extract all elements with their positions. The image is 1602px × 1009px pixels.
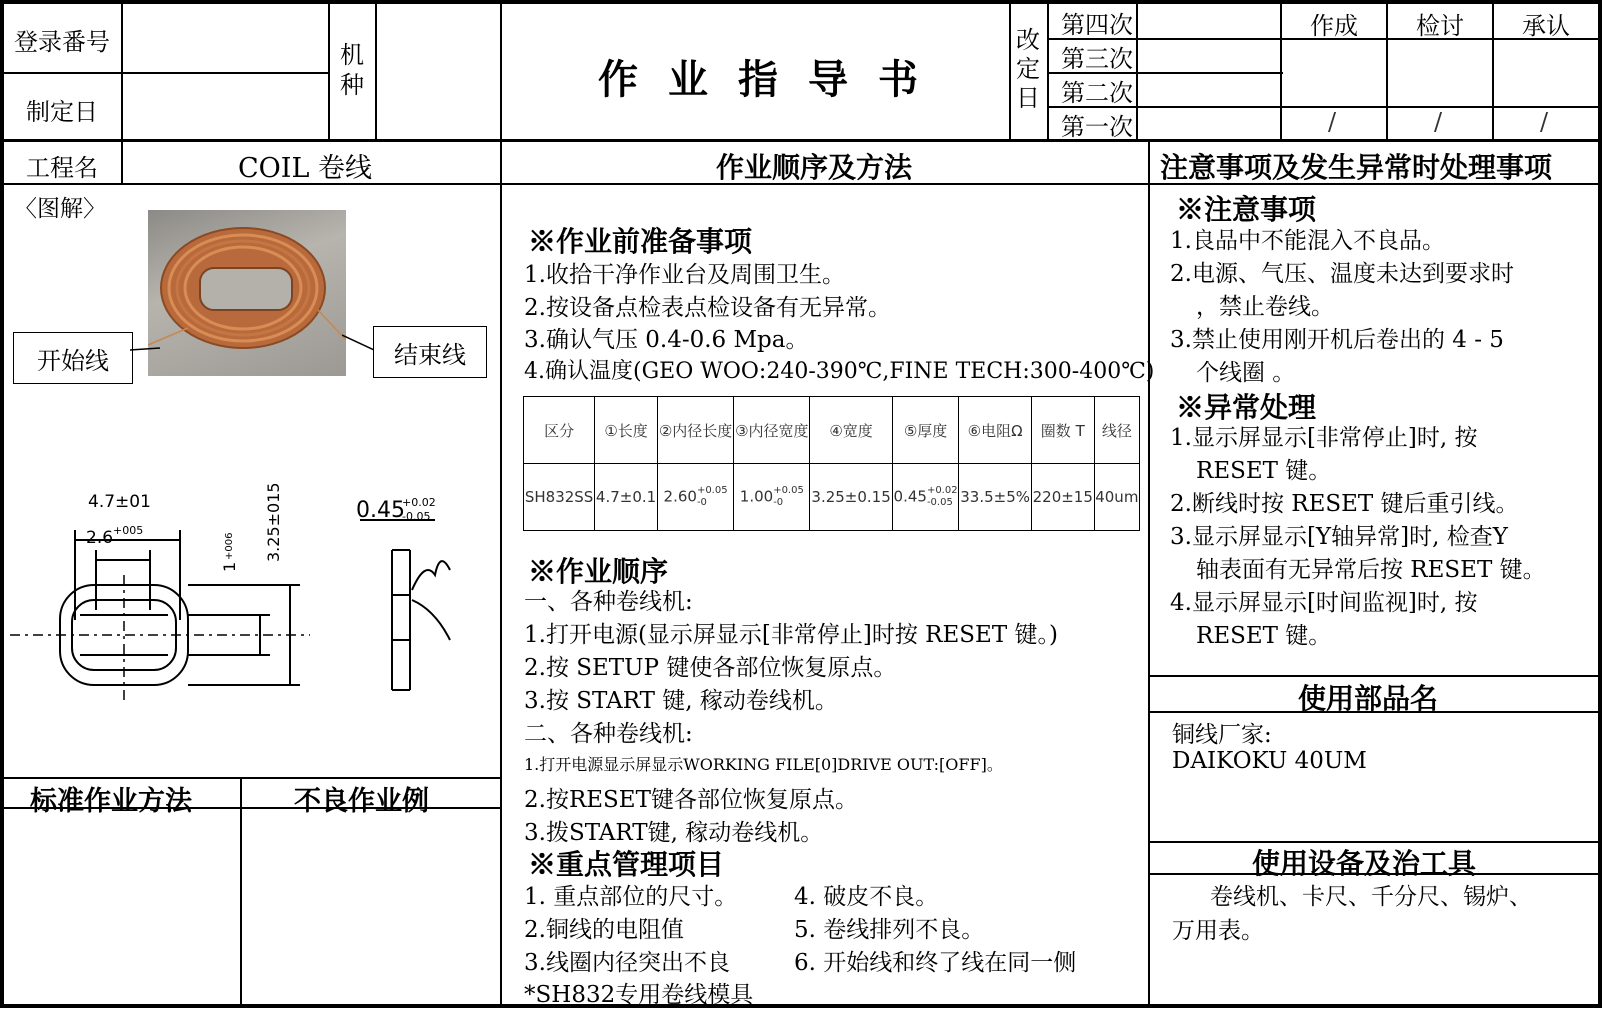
dim-height: 3.25±015 xyxy=(264,482,283,562)
spec-tol-dn: -0 xyxy=(773,497,784,508)
equipment-title: 使用设备及治工具 xyxy=(1252,847,1477,880)
spec-cell: 40um xyxy=(1094,464,1139,531)
spec-header: ③内径宽度 xyxy=(734,397,810,464)
model-label: 机种 xyxy=(340,41,364,99)
equipment-line-1: 卷线机、卡尺、千分尺、锡炉、 xyxy=(1210,884,1532,910)
spec-data-row xyxy=(524,464,1140,531)
spec-cell: SH832SS xyxy=(524,464,595,531)
process-value: COIL 卷线 xyxy=(238,153,372,184)
note-2b: ，禁止卷线。 xyxy=(1196,294,1334,320)
spec-cell-value: 1.00 xyxy=(739,487,774,506)
spec-cell: 220±15 xyxy=(1031,464,1094,531)
spec-tol-up: +0.02 xyxy=(926,485,958,496)
abnormal-4b: RESET 键。 xyxy=(1196,623,1332,649)
rev-3: 第三次 xyxy=(1061,45,1133,73)
border-top xyxy=(0,0,1602,4)
order-sub-2: 二、各种卷线机: xyxy=(524,721,693,747)
revision-label: 改定日 xyxy=(1016,26,1040,112)
line-c3 xyxy=(375,4,377,140)
note-3: 3.禁止使用刚开机后卷出的 4 - 5 xyxy=(1170,327,1504,353)
spec-cell-value: 2.60 xyxy=(663,487,697,506)
start-wire-label: 开始线 xyxy=(13,332,133,384)
abnormal-title: ※异常处理 xyxy=(1176,391,1317,424)
date-label: 制定日 xyxy=(26,98,98,126)
notes-section-title: 注意事项及发生异常时处理事项 xyxy=(1160,151,1553,184)
coil-drawing xyxy=(10,490,490,720)
doc-title: 作业指导书 xyxy=(598,56,948,103)
abnormal-3b: 轴表面有无异常后按 RESET 键。 xyxy=(1196,557,1546,583)
spec-header: ④宽度 xyxy=(810,397,892,464)
spec-header: ⑤厚度 xyxy=(892,397,959,464)
abnormal-4: 4.显示屏显示[时间监视]时, 按 xyxy=(1170,590,1478,616)
spec-cell xyxy=(657,464,733,531)
order-item-1-1: 1.打开电源(显示屏显示[非常停止]时按 RESET 键。) xyxy=(524,622,1058,648)
note-1: 1.良品中不能混入不良品。 xyxy=(1170,228,1445,254)
spec-header: 圈数 T xyxy=(1031,397,1094,464)
line-c2 xyxy=(328,4,330,140)
spec-tol-dn: -0.05 xyxy=(926,497,953,508)
equipment-line-2: 万用表。 xyxy=(1172,918,1264,944)
key-item-1: 1. 重点部位的尺寸。 xyxy=(524,884,738,910)
spec-tol-dn: -0 xyxy=(696,497,707,508)
standard-method-title: 标准作业方法 xyxy=(30,786,192,817)
key-item-2: 2.铜线的电阻值 xyxy=(524,917,684,943)
line-c4 xyxy=(500,4,502,1008)
order-item-2-2: 2.按RESET键各部位恢复原点。 xyxy=(524,787,858,813)
dim-inner-tol: +005 xyxy=(113,524,144,537)
line-c11 xyxy=(1492,4,1494,140)
prep-item-1: 1.收拾干净作业台及周围卫生。 xyxy=(524,262,845,288)
approval-check: 检讨 xyxy=(1416,12,1464,40)
coil-photo xyxy=(148,210,346,376)
order-item-1-2: 2.按 SETUP 键使各部位恢复原点。 xyxy=(524,655,897,681)
note-3b: 个线圈 。 xyxy=(1196,360,1296,386)
approval-approve: 承认 xyxy=(1522,12,1570,40)
defect-example-title: 不良作业例 xyxy=(294,786,429,817)
order-sub-1: 一、各种卷线机: xyxy=(524,589,693,615)
method-title: 作业顺序及方法 xyxy=(716,151,913,184)
prep-item-3: 3.确认气压 0.4-0.6 Mpa。 xyxy=(524,327,809,353)
illustration-label: 〈图解〉 xyxy=(14,196,106,222)
line-reg xyxy=(0,72,330,74)
parts-line-1: 铜线厂家: xyxy=(1172,722,1272,748)
order-title: ※作业顺序 xyxy=(528,555,669,588)
spec-cell: 33.5±5% xyxy=(959,464,1031,531)
slash-3: / xyxy=(1540,108,1549,136)
border-left xyxy=(0,0,4,1008)
key-item-5: 5. 卷线排列不良。 xyxy=(794,917,985,943)
order-item-2-3: 3.拨START键, 稼动卷线机。 xyxy=(524,820,824,846)
dim-thick-tol-up: +0.02 xyxy=(402,496,436,509)
process-label: 工程名 xyxy=(26,154,98,182)
slash-1: / xyxy=(1328,108,1337,136)
spec-tol-up: +0.05 xyxy=(696,485,728,496)
spec-table xyxy=(523,396,1140,531)
dim-inner: 2.6 xyxy=(86,528,114,548)
approval-made: 作成 xyxy=(1310,12,1358,40)
line-header-bottom xyxy=(0,139,1602,142)
spec-tol-up: +0.05 xyxy=(773,485,804,496)
line-bl-c xyxy=(240,777,242,1008)
spec-header-row xyxy=(524,397,1140,464)
line-c8 xyxy=(1148,140,1150,1008)
dim-length: 4.7±01 xyxy=(88,492,151,512)
line-c5 xyxy=(1009,4,1011,140)
spec-cell xyxy=(892,464,959,531)
spec-header: 区分 xyxy=(524,397,595,464)
spec-header: 线径 xyxy=(1094,397,1139,464)
order-item-1-3: 3.按 START 键, 稼动卷线机。 xyxy=(524,688,838,714)
spec-cell-value: 0.45 xyxy=(893,487,927,506)
abnormal-1: 1.显示屏显示[非常停止]时, 按 xyxy=(1170,425,1478,451)
parts-line-2: DAIKOKU 40UM xyxy=(1172,748,1367,774)
line-c1 xyxy=(121,4,123,184)
rev-2: 第二次 xyxy=(1061,79,1133,107)
border-right xyxy=(1598,0,1602,1008)
coil-image xyxy=(148,210,346,376)
start-wire-leader xyxy=(130,330,160,360)
slash-2: / xyxy=(1434,108,1443,136)
prep-item-4: 4.确认温度(GEO WOO:240-390℃,FINE TECH:300-400℃) xyxy=(524,359,1155,384)
abnormal-3: 3.显示屏显示[Y轴异常]时, 检查Y xyxy=(1170,524,1508,550)
notes-title: ※注意事项 xyxy=(1176,193,1317,226)
key-items-footer: *SH832专用卷线模具 xyxy=(524,982,754,1008)
rev-1: 第一次 xyxy=(1061,113,1133,141)
dim-width-small: 1 xyxy=(220,561,239,572)
prep-title: ※作业前准备事项 xyxy=(528,225,753,258)
abnormal-1b: RESET 键。 xyxy=(1196,458,1332,484)
spec-cell: 3.25±0.15 xyxy=(810,464,892,531)
rev-4: 第四次 xyxy=(1061,11,1133,39)
reg-no-label: 登录番号 xyxy=(14,28,110,56)
note-2: 2.电源、气压、温度未达到要求时 xyxy=(1170,261,1514,287)
spec-cell xyxy=(734,464,810,531)
dim-width-tol: +006 xyxy=(224,532,235,560)
end-wire-leader xyxy=(342,330,374,360)
spec-header: ②内径长度 xyxy=(657,397,733,464)
key-item-4: 4. 破皮不良。 xyxy=(794,884,939,910)
parts-title: 使用部品名 xyxy=(1298,682,1439,715)
spec-cell: 4.7±0.1 xyxy=(595,464,658,531)
line-c10 xyxy=(1386,4,1388,140)
abnormal-2: 2.断线时按 RESET 键后重引线。 xyxy=(1170,491,1519,517)
key-item-3: 3.线圈内径突出不良 xyxy=(524,950,730,976)
order-item-2-1: 1.打开电源显示屏显示WORKING FILE[0]DRIVE OUT:[OFF]。 xyxy=(524,755,1003,774)
spec-header: ①长度 xyxy=(595,397,658,464)
dim-thick-tol-dn: -0.05 xyxy=(402,510,431,523)
spec-header: ⑥电阻Ω xyxy=(959,397,1031,464)
key-item-6: 6. 开始线和终了线在同一侧 xyxy=(794,950,1077,976)
key-items-title: ※重点管理项目 xyxy=(528,848,725,881)
end-wire-label: 结束线 xyxy=(373,326,487,378)
prep-item-2: 2.按设备点检表点检设备有无异常。 xyxy=(524,295,891,321)
dim-thick: 0.45 xyxy=(356,498,405,523)
